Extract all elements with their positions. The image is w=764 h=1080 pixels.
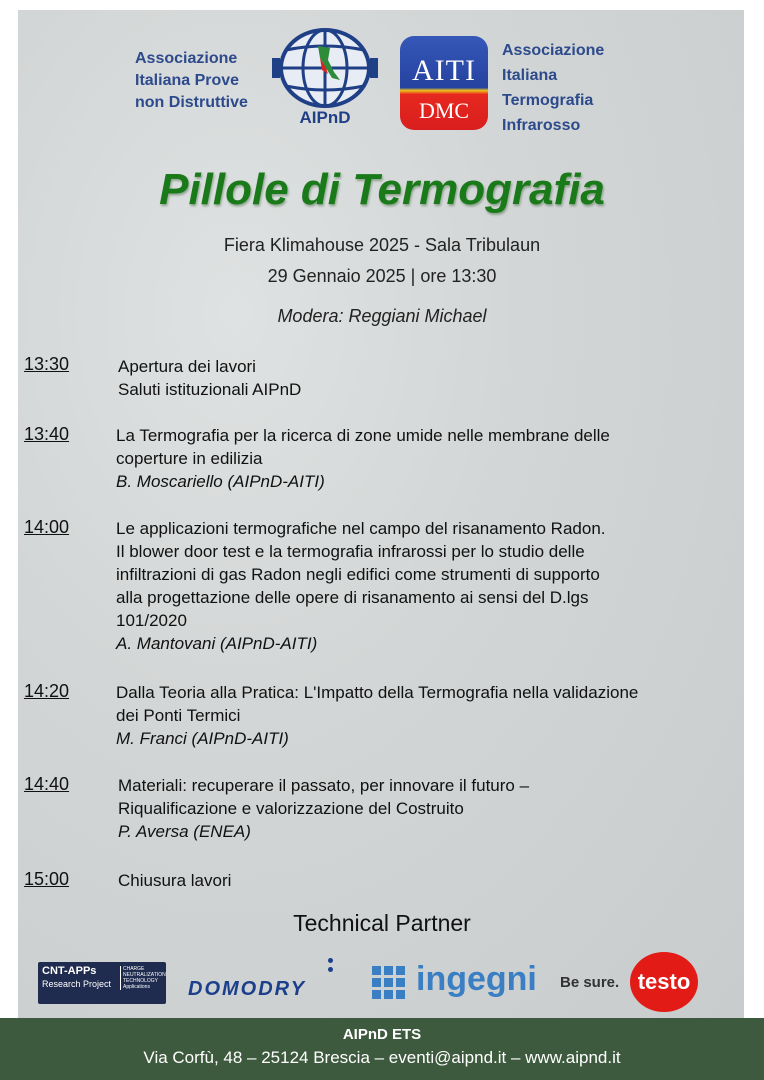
assoc-left-line: Italiana Prove [135,72,240,89]
cnt-apps-description: CHARGE NEUTRALIZATION TECHNOLOGY Applications [120,966,167,990]
aipnd-logo-text: AIPnD [299,108,351,127]
agenda-line: alla progettazione delle opere di risanamento ai sensi del D.lgs [116,588,589,607]
agenda-line: Le applicazioni termografiche nel campo del risanamento Radon. [116,519,606,538]
agenda-line: infiltrazioni di gas Radon negli edifici come strumenti di supporto [116,565,600,584]
agenda-speaker: P. Aversa (ENEA) [118,822,251,841]
agenda-item [116,424,610,493]
assoc-left-line: non Distruttive [135,94,248,111]
footer-org: AIPnD ETS [342,1026,422,1043]
assoc-right-line: Italiana [502,67,558,84]
agenda-speaker: A. Mantovani (AIPnD-AITI) [116,634,318,653]
agenda-line: Saluti istituzionali AIPnD [118,380,302,399]
grid-icon [372,966,406,1000]
domodry-dots-icon [328,958,334,976]
assoc-left-line: Associazione [135,50,238,67]
globe-icon [268,28,382,108]
agenda-speaker: M. Franci (AIPnD-AITI) [116,729,289,748]
agenda-line: 101/2020 [116,611,187,630]
agenda-line: dei Ponti Termici [116,706,241,725]
assoc-right-line: Associazione [502,42,605,59]
assoc-right-line: Infrarosso [502,117,581,134]
event-datetime: 29 Gennaio 2025 | ore 13:30 [267,266,497,286]
event-title: Pillole di Termografia [159,165,605,214]
agenda-time: 13:40 [24,424,70,444]
assoc-right-line: Termografia [502,92,594,109]
cnt-apps-title: CNT-APPs [42,965,97,977]
agenda-item [118,774,529,843]
technical-partner-heading: Technical Partner [293,910,471,936]
agenda-time: 13:30 [24,354,70,374]
cnt-apps-logo [38,962,166,1004]
agenda-item [116,681,638,750]
agenda-item [118,355,301,401]
agenda-time: 14:20 [24,681,70,701]
agenda-time: 14:00 [24,517,70,537]
footer [0,1018,764,1080]
aipnd-association-name [135,48,248,114]
event-moderator: Modera: Reggiani Michael [277,306,487,326]
domodry-logo: DOMODRY [188,978,307,1000]
agenda-time: 15:00 [24,869,70,889]
agenda-line: Materiali: recuperare il passato, per innovare il futuro – [118,776,530,795]
agenda-item [118,869,231,892]
dmc-logo-text: DMC [418,98,470,123]
agenda-line: coperture in edilizia [116,449,263,468]
ingegni-wordmark: ingegni [416,960,537,998]
footer-address: Via Corfù, 48 – 25124 Brescia – eventi@aipnd.it – www.aipnd.it [143,1048,621,1067]
agenda-line: Il blower door test e la termografia infrarossi per lo studio delle [116,542,585,561]
poster-background [18,10,744,1018]
agenda-item [116,517,606,655]
aiti-logo-text: AITI [412,54,476,87]
agenda-time: 14:40 [24,774,70,794]
ingegni-logo [372,962,542,1002]
agenda-line: Dalla Teoria alla Pratica: L'Impatto della Termografia nella validazione [116,683,639,702]
cnt-apps-subtitle: Research Project [42,979,112,989]
aiti-dmc-logo [400,36,488,130]
agenda-line: Riqualificazione e valorizzazione del Costruito [118,799,464,818]
agenda-speaker: B. Moscariello (AIPnD-AITI) [116,472,325,491]
agenda-line: Chiusura lavori [118,871,232,890]
testo-logo: testo [630,952,698,1012]
event-venue: Fiera Klimahouse 2025 - Sala Tribulaun [223,235,541,255]
testo-tagline: Be sure. [560,974,620,991]
aiti-association-name [502,38,604,138]
agenda-line: Apertura dei lavori [118,357,256,376]
agenda-line: La Termografia per la ricerca di zone umide nelle membrane delle [116,426,610,445]
aipnd-logo [268,28,382,133]
